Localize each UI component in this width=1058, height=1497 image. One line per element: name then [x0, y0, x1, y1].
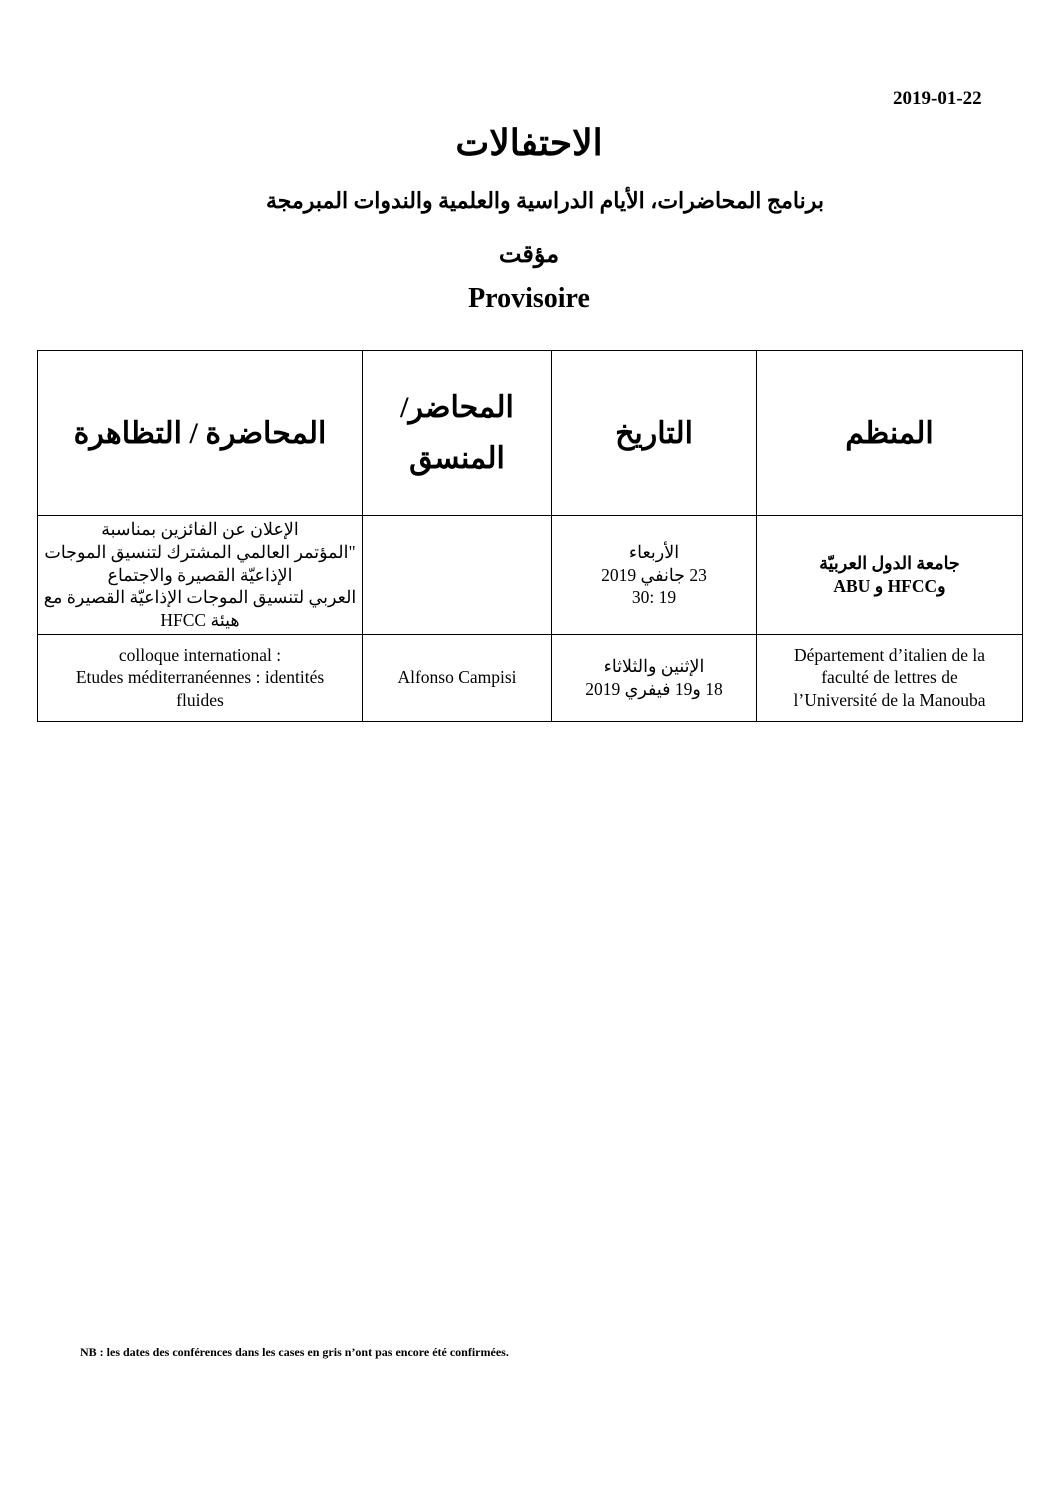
date-line: الأربعاء [628, 541, 680, 562]
organizer-line: Département d’italien de la [794, 644, 985, 665]
organizer-line: faculté de lettres de [821, 667, 958, 688]
table-row [38, 516, 1023, 635]
date-line: 18 و19 فيفري 2019 [585, 678, 723, 699]
date-line: الإثنين والثلاثاء [603, 656, 705, 676]
document-subtitle: برنامج المحاضرات، الأيام الدراسية والعلمية والندوات المبرمجة [266, 188, 824, 213]
topic-line: Etudes méditerranéennes : identités [75, 667, 325, 688]
date-line: 19 :30 [631, 587, 677, 608]
header-topic: المحاضرة / التظاهرة [38, 351, 363, 516]
topic-line: الإعلان عن الفائزين بمناسبة [101, 519, 299, 539]
table-header-row [38, 351, 1023, 516]
header-date: التاريخ [552, 351, 757, 516]
date-line: 23 جانفي 2019 [601, 564, 707, 585]
topic-line: colloque international : [118, 644, 282, 665]
topic-line: "المؤتمر العالمي المشترك لتنسيق الموجات الإذاعيّة القصيرة والاجتماع [44, 541, 356, 585]
cell-topic [38, 634, 363, 721]
footer-note: NB : les dates des conférences dans les cases en gris n’ont pas encore été confirmées. [80, 1345, 509, 1359]
organizer-line: وHFCC و ABU [833, 575, 946, 596]
header-speaker: المحاضر/ المنسق [363, 351, 552, 516]
cell-organizer [757, 516, 1023, 635]
topic-line: fluides [176, 690, 224, 711]
document-date: 2019-01-22 [893, 88, 982, 109]
program-table [37, 350, 1023, 722]
cell-date [552, 516, 757, 635]
cell-organizer [757, 634, 1023, 721]
cell-speaker: Alfonso Campisi [363, 634, 552, 721]
cell-date [552, 634, 757, 721]
table-row [38, 634, 1023, 721]
cell-speaker [363, 516, 552, 635]
organizer-line: جامعة الدول العربيّة [819, 553, 960, 574]
provisoire-label: Provisoire [468, 283, 590, 314]
header-organizer: المنظم [757, 351, 1023, 516]
topic-line: العربي لتنسيق الموجات الإذاعيّة القصيرة مع هيئة HFCC [43, 587, 357, 630]
organizer-line: l’Université de la Manouba [793, 690, 986, 711]
document-title: الاحتفالات [455, 123, 603, 163]
cell-topic [38, 516, 363, 635]
temporary-label: مؤقت [498, 242, 560, 268]
